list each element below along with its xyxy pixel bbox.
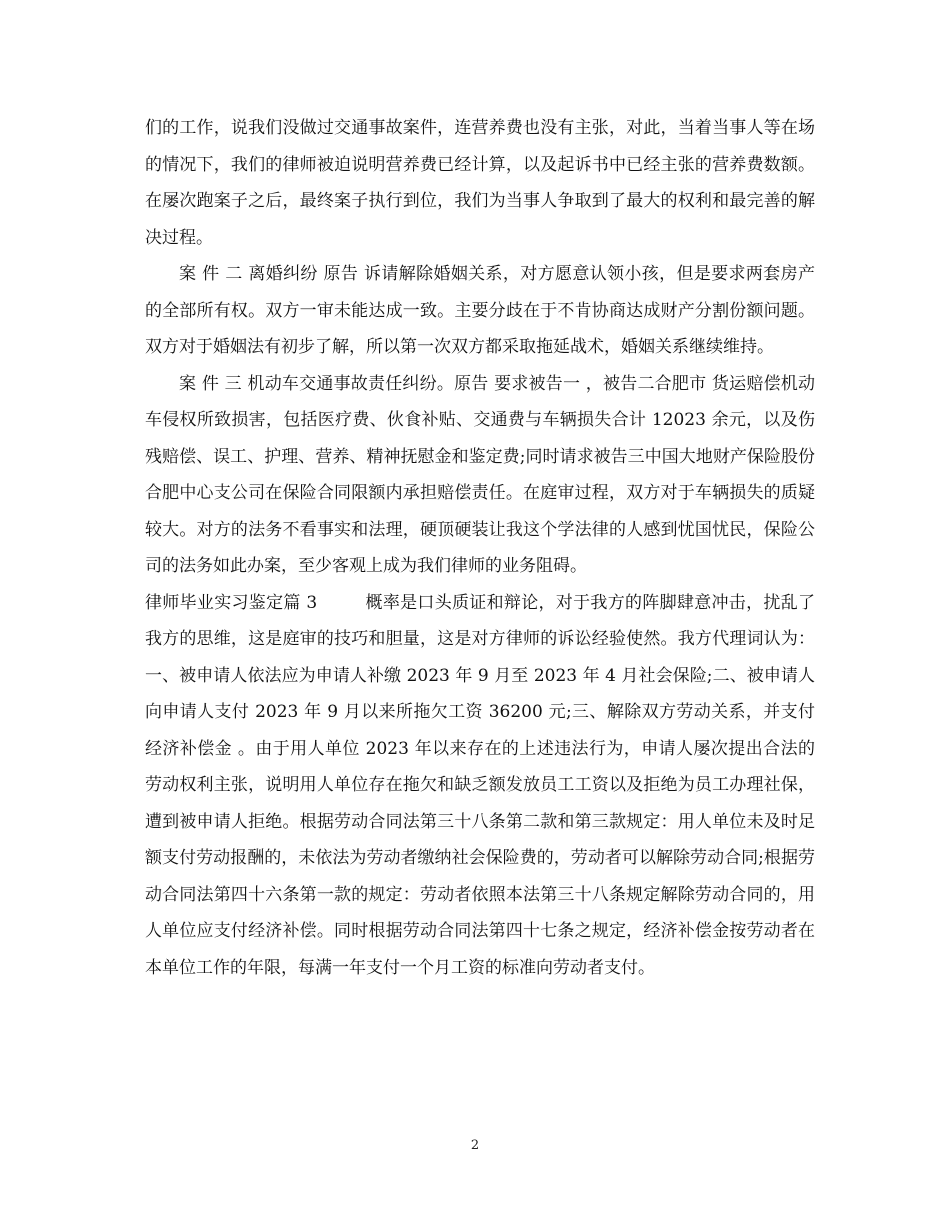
section-paragraph	[145, 585, 815, 987]
paragraph-case-two: 案 件 二 离婚纠纷 原告 诉请解除婚姻关系，对方愿意认领小孩，但是要求两套房产的全部所有权。双方一审未能达成一致。主要分歧在于不肯协商达成财产分割份额问题。双方对于婚姻法有初步了解，所以第一次双方都采取拖延战术，婚姻关系继续维持。	[145, 264, 815, 357]
page-number: 2	[470, 1138, 480, 1153]
paragraph-continuation: 们的工作，说我们没做过交通事故案件，连营养费也没有主张，对此，当着当事人等在场的情况下，我们的律师被迫说明营养费已经计算，以及起诉书中已经主张的营养费数额。在屡次跑案子之后，最终案子执行到位，我们为当事人争取到了最大的权利和最完善的解决过程。	[145, 118, 815, 248]
paragraph-case-three: 案 件 三 机动车交通事故责任纠纷。原告 要求被告一 ，被告二合肥市 货运赔偿机动车侵权所致损害，包括医疗费、伙食补贴、交通费与车辆损失合计 12023 余元，以及伤残赔偿、误工、护理、营养、精神抚慰金和鉴定费;同时请求被告三中国大地财产保险股份合肥中心支公司在保险合同限额内承担赔偿责任。在庭审过程，双方对于车辆损失的质疑较大。对方的法务不看事实和法理，硬顶硬装让我这个学法律的人感到忧国忧民，保险公司的法务如此办案，至少客观上成为我们律师的业务阻碍。	[145, 373, 815, 576]
section-text: 概率是口头质证和辩论，对于我方的阵脚肆意冲击，扰乱了我方的思维，这是庭审的技巧和胆量，这是对方律师的诉讼经验使然。我方代理词认为：一、被申请人依法应为申请人补缴 2023 年 9 月至 2023 年 4 月社会保险;二、被申请人向申请人支付 2023 年 9 月以来所拖欠工资 36200 元;三、解除双方劳动关系，并支付经济补偿金 。由于用人单位 2023 年以来存在的上述违法行为，申请人屡次提出合法的劳动权利主张，说明用人单位存在拖欠和缺乏额发放员工工资以及拒绝为员工办理社保，遭到被申请人拒绝。根据劳动合同法第三十八条第二款和第三款规定：用人单位未及时足额支付劳动报酬的，未依法为劳动者缴纳社会保险费的，劳动者可以解除劳动合同;根据劳动合同法第四十六条第一款的规定：劳动者依照本法第三十八条规定解除劳动合同的，用人单位应支付经济补偿。同时根据劳动合同法第四十七条之规定，经济补偿金按劳动者在本单位工作的年限，每满一年支付一个月工资的标准向劳动者支付。	[145, 592, 815, 978]
section-title: 律师毕业实习鉴定篇 3	[145, 592, 318, 613]
document-body	[145, 110, 815, 986]
